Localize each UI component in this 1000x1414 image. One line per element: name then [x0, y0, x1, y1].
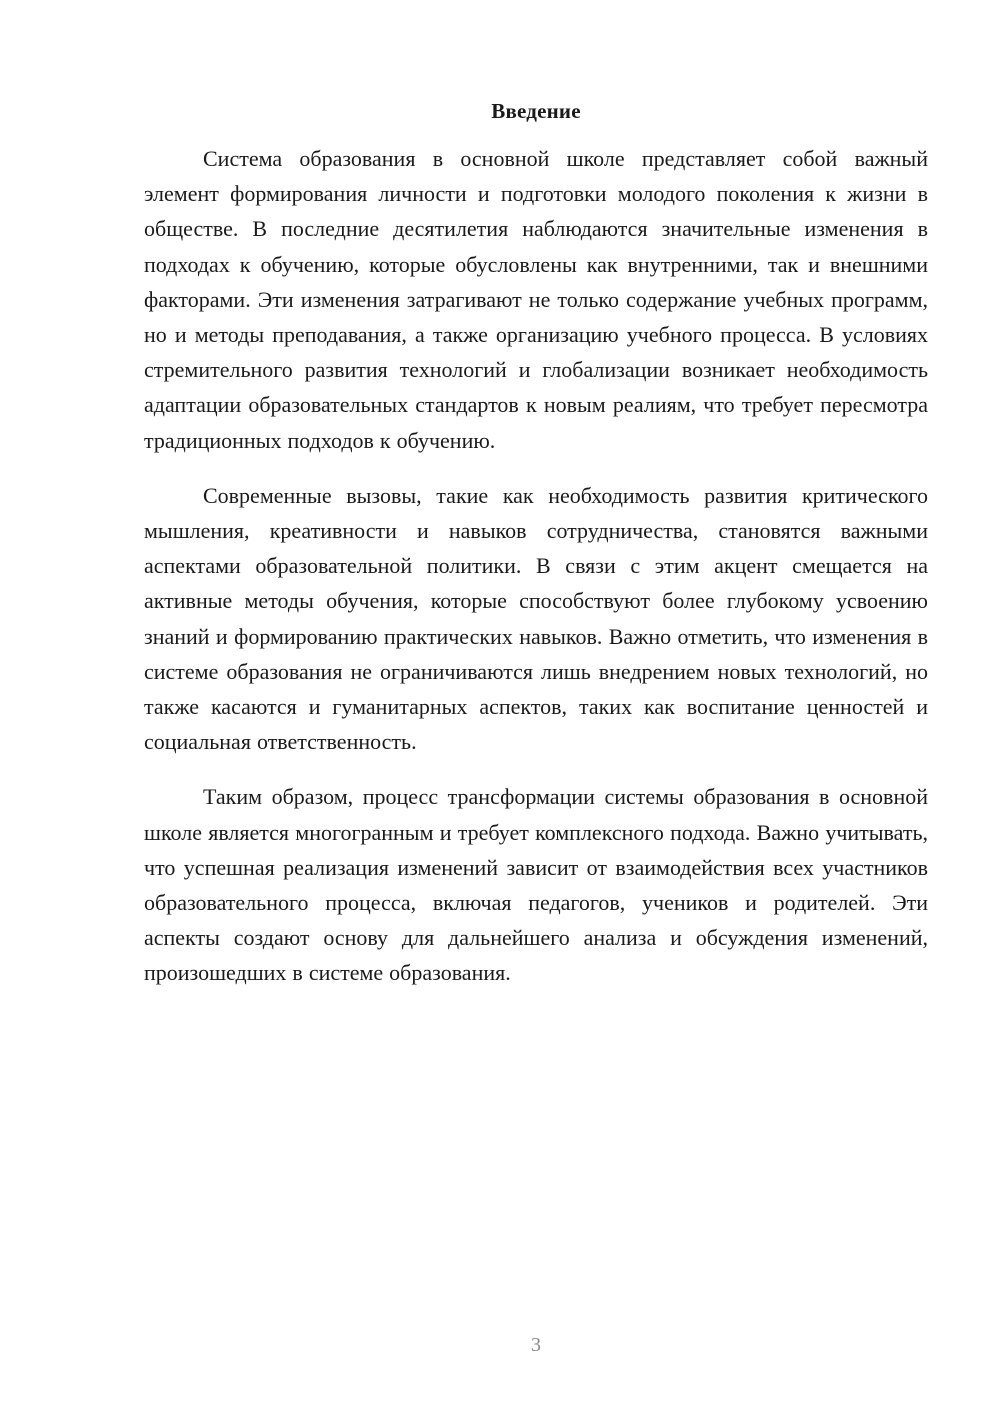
paragraph-3: Таким образом, процесс трансформации системы образования в основной школе является многогранным и требует комплексного подхода. Важно учитывать, что успешная реализация изменений зависит от взаимодействия всех участников образовательного процесса, включая педагогов, учеников и родителей. Эти аспекты создают основу для дальнейшего анализа и обсуждения изменений, произошедших в системе образования. — [144, 784, 928, 986]
section-title: Введение — [491, 99, 581, 123]
paragraph-1: Система образования в основной школе представляет собой важный элемент формирования личности и подготовки молодого поколения к жизни в обществе. В последние десятилетия наблюдаются значительные изменения в подходах к обучению, которые обусловлены как внутренними, так и внешними факторами. Эти изменения затрагивают не только содержание учебных программ, но и методы преподавания, а также организацию учебного процесса. В условиях стремительного развития технологий и глобализации возникает необходимость адаптации образовательных стандартов к новым реалиям, что требует пересмотра традиционных подходов к обучению. — [144, 146, 928, 453]
body-text — [144, 141, 928, 1011]
paragraph-2: Современные вызовы, такие как необходимость развития критического мышления, креативности и навыков сотрудничества, становятся важными аспектами образовательной политики. В связи с этим акцент смещается на активные методы обучения, которые способствуют более глубокому усвоению знаний и формированию практических навыков. Важно отметить, что изменения в системе образования не ограничиваются лишь внедрением новых технологий, но также касаются и гуманитарных аспектов, таких как воспитание ценностей и социальная ответственность. — [144, 482, 928, 755]
page-number: 3 — [531, 1334, 541, 1356]
